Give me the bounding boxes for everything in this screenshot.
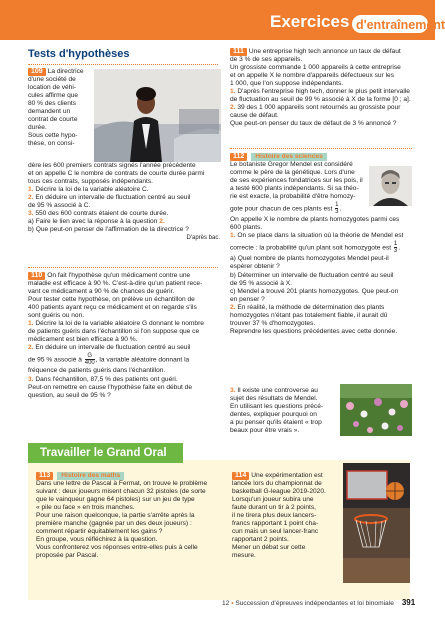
text-line: maladie est efficace à 90 %. C'est-à-dire qu'un patient rece- [28, 280, 203, 288]
text-line: espérer obtenir ? [230, 263, 280, 271]
exercise-number: 112 [230, 153, 247, 161]
question-number: 3. [28, 210, 34, 218]
text-line: En utilisant les questions précé- [230, 403, 324, 411]
text-line: vant ce médicament a 90 % de chances de guérir. [28, 288, 175, 296]
text-line: de ses expériences fondatrices sur les pois, il [230, 177, 363, 185]
text-line: cause de défaut. [230, 112, 279, 120]
text-line: il ne tirera plus deux lancers- [232, 512, 317, 520]
exercise-number: 109 [28, 68, 46, 76]
question-number: 2. [28, 344, 34, 352]
exercise-110 [28, 272, 220, 400]
text-line: Dans une lettre de Pascal à Fermat, on trouve le problème [36, 480, 208, 488]
page-footer: 12 • Succession d'épreuves indépendantes et loi binomiale 391 [222, 598, 416, 607]
flowers-illustration [340, 384, 412, 436]
text-line: Un grossiste commande 1 000 appareils à cette entreprise [230, 64, 401, 72]
page-number: 391 [401, 598, 416, 607]
text-line: La directrice [47, 68, 84, 75]
text-line: que le vainqueur gagne 64 pistoles) sur un jeu de type [36, 496, 195, 504]
fraction-numerator: 1 [335, 202, 339, 209]
fraction-one-third [394, 241, 397, 254]
text-line: dère les 600 premiers contrats signés l'année précédente [28, 162, 196, 169]
text-line: durée. [28, 124, 47, 132]
basketball-illustration [343, 463, 410, 583]
question-number: 1. [230, 88, 236, 96]
text-line: de 95 % associé à X. [230, 279, 292, 287]
text-line: Reprendre les questions précédentes avec cette donnée. [230, 327, 398, 335]
text-line: Décrire la loi de la variable aléatoire G donnant le nombre [35, 320, 204, 328]
text-line: sont guéris ou non. [28, 312, 85, 320]
text-line: comment répartir équitablement les gains ? [36, 528, 163, 536]
basketball-hoop-photo [343, 463, 410, 583]
text-line: 550 des 600 contrats étaient de courte durée. [35, 210, 169, 218]
text-line: beaux pour être vrais ». [230, 427, 300, 435]
text-line: On appelle X le nombre de plants homozygotes parmi ces [230, 216, 400, 224]
text-line: Que peut-on penser du taux de défaut de 3 % annoncé ? [230, 120, 397, 128]
text-line: location de véhi- [28, 84, 77, 92]
text-line: En groupe, vous réfléchirez à la question. [36, 536, 158, 544]
text-line: c) Mendel a trouvé 201 plants homozygotes. Que peut-on [230, 287, 399, 295]
text-line: faute durant un tir à 2 points, [232, 504, 316, 512]
text-line: proposée par Pascal. [36, 552, 99, 560]
text-line: demandent un [28, 108, 71, 116]
exercise-111 [230, 48, 412, 128]
text-line: trouver 37 % d'homozygotes. [230, 319, 316, 327]
question-number: 2. [230, 104, 236, 112]
text-line: En réalité, la méthode de détermination des plants [237, 303, 385, 311]
exercise-number: 113 [36, 472, 53, 480]
grand-oral-banner [28, 443, 183, 463]
text-line: dentes, expliquer pourquoi on [230, 411, 317, 419]
text-line: tous ces contrats, supposés indépendants. [28, 178, 153, 186]
header-pill-label: d'entraînement [356, 18, 445, 32]
text-line: comme le père de la génétique. Lors d'une [230, 169, 355, 177]
text-line: sujet des résultats de Mendel. [230, 395, 318, 403]
chapter-title: Succession d'épreuves indépendantes et loi binomiale [235, 600, 394, 607]
text-line: 80 % des clients [28, 100, 77, 108]
divider [230, 148, 412, 149]
question-number: 1. [28, 320, 34, 328]
text-line: On se place dans la situation où la théorie de Mendel est [237, 232, 404, 240]
text-line: 600 plants. [230, 224, 263, 232]
text-line: Sous cette hypo- [28, 132, 78, 140]
text-line: Une expérimentation est [251, 472, 323, 479]
flowers-photo [340, 384, 412, 436]
text-line: Pour tester cette hypothèse, on prélève un échantillon de [28, 296, 195, 304]
text-line: médicament est bien efficace à 90 %. [28, 336, 138, 344]
text-line: Mener un débat sur cette [232, 544, 306, 552]
question-number: 1. [230, 232, 236, 240]
text-line: b) Que peut-on penser de l'affirmation de la directrice ? [28, 226, 189, 234]
exercise-number: 110 [28, 272, 45, 280]
divider [28, 267, 218, 268]
text-line: d'une société de [28, 76, 76, 84]
text-line: de 95 % associé à C. [28, 202, 91, 210]
text-line: b) Déterminer un intervalle de fluctuation centré au seuil [230, 271, 394, 279]
text-line: En déduire un intervalle de fluctuation centré au seuil [35, 194, 191, 202]
text-line: lancée lors du championnat de [232, 480, 322, 488]
text-line: basketball G-league 2019-2020. [232, 488, 326, 496]
text-line: fréquence de patients guéris dans l'échantillon. [28, 367, 166, 375]
source-note: D'après bac. [186, 235, 220, 242]
text-line: Décrire la loi de la variable aléatoire C. [35, 186, 149, 194]
text-line: et on appelle X le nombre d'appareils défectueux sur les [230, 72, 395, 80]
text-line: mesure. [232, 552, 256, 560]
text-line: rapportant 2 points. [232, 536, 289, 544]
text-line: homozygotes n'étant pas totalement fiable, il aurait dû [230, 311, 388, 319]
grand-oral-title: Travailler le Grand Oral [40, 447, 167, 459]
header-title: Exercices [270, 12, 350, 31]
exercise-number: 114 [232, 472, 249, 480]
fraction-numerator: G [87, 353, 93, 360]
text-line: a) Faire le lien avec la réponse à la question [28, 218, 160, 226]
fraction-one-third [335, 202, 338, 215]
text-line: Il existe une controverse au [237, 387, 318, 394]
fraction-denominator: 3 [393, 248, 398, 255]
text-line: contrat de courte [28, 116, 78, 124]
history-tag: Histoire des sciences [251, 153, 326, 161]
text-line: Le botaniste Gregor Mendel est considéré [230, 161, 353, 169]
text-line: D'après l'entreprise high tech, donner le plus petit intervalle [237, 88, 410, 96]
text-line: En déduire un intervalle de fluctuation centré au seuil [35, 344, 191, 352]
text-line: cun mais un seul lancer-franc [232, 528, 319, 536]
question-number: 3. [230, 387, 236, 394]
text-line: cules affirme que [28, 92, 79, 100]
chapter-number: 12 [222, 600, 230, 607]
text-line: , la variable aléatoire donnant la [95, 356, 190, 364]
exercise-number: 111 [230, 48, 247, 56]
text-line: et on appelle C le nombre de contrats de courte durée parmi [28, 170, 205, 178]
text-line: de 3 % de ses appareils. [230, 56, 303, 64]
question-number: 2. [28, 194, 34, 202]
text-line: 39 des 1 000 appareils sont retournés au grossiste pour [237, 104, 401, 112]
text-line: de 95 % associé à [28, 356, 82, 364]
text-line: Pour une raison quelconque, la partie s'arrête après la [36, 512, 195, 520]
text-line: première manche (gagnée par un des deux joueurs) : [36, 520, 192, 528]
text-line: a testé 600 plants indépendants. Si sa théo- [230, 185, 359, 193]
text-line: 1 000, que l'on suppose indépendants. [230, 80, 344, 88]
question-ref: 2. [159, 218, 165, 226]
exercise-112: 112 Histoire des sciences Le botaniste Gregor Mendel est considéré comme le père de la génétique. Lors d'une de ses expériences fondatrices sur les pois, il a testé 600 plants indépendants. Si sa théo- rie est exacte, la probabilité d'être homozy- gote pour chacun de ces plants est $\frac{1}{3}$ . On appelle X le nombre de plants homozygotes parmi ces 600 plants. 1. On se place dans la situation où la théorie de Mendel est correcte : la probabilité qu'un plant soit homozygote est $\frac{1}{3}$ . a) Quel nombre de plants homozygotes Mendel peut-il espérer obtenir ? b) Déterminer un intervalle de fluctuation centré au seuil de 95 % associé à X. c) Mendel a trouvé 201 plants homozygotes. Que peut-on en penser ? 2. En réalité, la méthode de détermination des plants homozygotes n'étant pas totalement fiable, il aurait dû trouver 37 % d'homozygotes. Reprendre les questions précédentes avec cette donnée. [230, 153, 412, 336]
text-line: suivant : deux joueurs misent chacun 32 pistoles (de sorte [36, 488, 206, 496]
history-tag: Histoire des maths [57, 472, 124, 480]
text-line: 400 patients ayant reçu ce médicament et on regarde s'ils [28, 304, 197, 312]
question-number: 3. [28, 375, 34, 383]
fraction-numerator: 1 [393, 241, 398, 248]
text-line: en penser ? [230, 295, 265, 303]
text-line: Vous confronterez vos réponses entre-elles puis à celle [36, 544, 198, 552]
text-line: rie est exacte, la probabilité d'être homozy- [230, 193, 356, 201]
fraction-denominator: 400 [84, 360, 95, 367]
exercise-113 [36, 472, 218, 561]
text-line: « pile ou face » en trois manches. [36, 504, 135, 512]
text-line: thèse, on consi- [28, 140, 75, 148]
text-line: question, au seuil de 95 % ? [28, 391, 111, 399]
exercise-109-body [28, 149, 220, 242]
question-number: 1. [28, 186, 34, 194]
text-line: correcte : la probabilité qu'un plant soit homozygote est [230, 244, 392, 252]
exercise-109 [28, 68, 94, 148]
text-line: On fait l'hypothèse qu'un médicament contre une [47, 272, 191, 279]
text-line: Dans l'échantillon, 87,5 % des patients ont guéri. [35, 375, 178, 383]
fraction-denominator: 3 [335, 209, 339, 216]
text-line: Lorsqu'un joueur subira une [232, 496, 314, 504]
text-line: de fluctuation au seuil de 99 % associé à X de la forme [0 ; a]. [230, 96, 411, 104]
text-line: a) Quel nombre de plants homozygotes Mendel peut-il [230, 255, 389, 263]
section-rule [28, 64, 218, 65]
exercise-114 [232, 472, 340, 561]
text-line: a pu penser qu'ils étaient « trop [230, 419, 322, 427]
exercise-112-q3 [230, 387, 338, 435]
question-number: 2. [230, 303, 236, 311]
header-pill [351, 14, 445, 34]
section-title: Tests d'hypothèses [28, 48, 130, 60]
fraction-g-400 [85, 353, 95, 366]
text-line: Peut-on remettre en cause l'hypothèse faite en début de [28, 383, 193, 391]
text-line: francs rapportant 1 point cha- [232, 520, 319, 528]
text-line: Une entreprise high tech annonce un taux de défaut [248, 48, 401, 55]
text-line: de patients guéris dans l'échantillon si l'on suppose que ce [28, 328, 200, 336]
text-line: gote pour chacun de ces plants est [230, 205, 333, 213]
